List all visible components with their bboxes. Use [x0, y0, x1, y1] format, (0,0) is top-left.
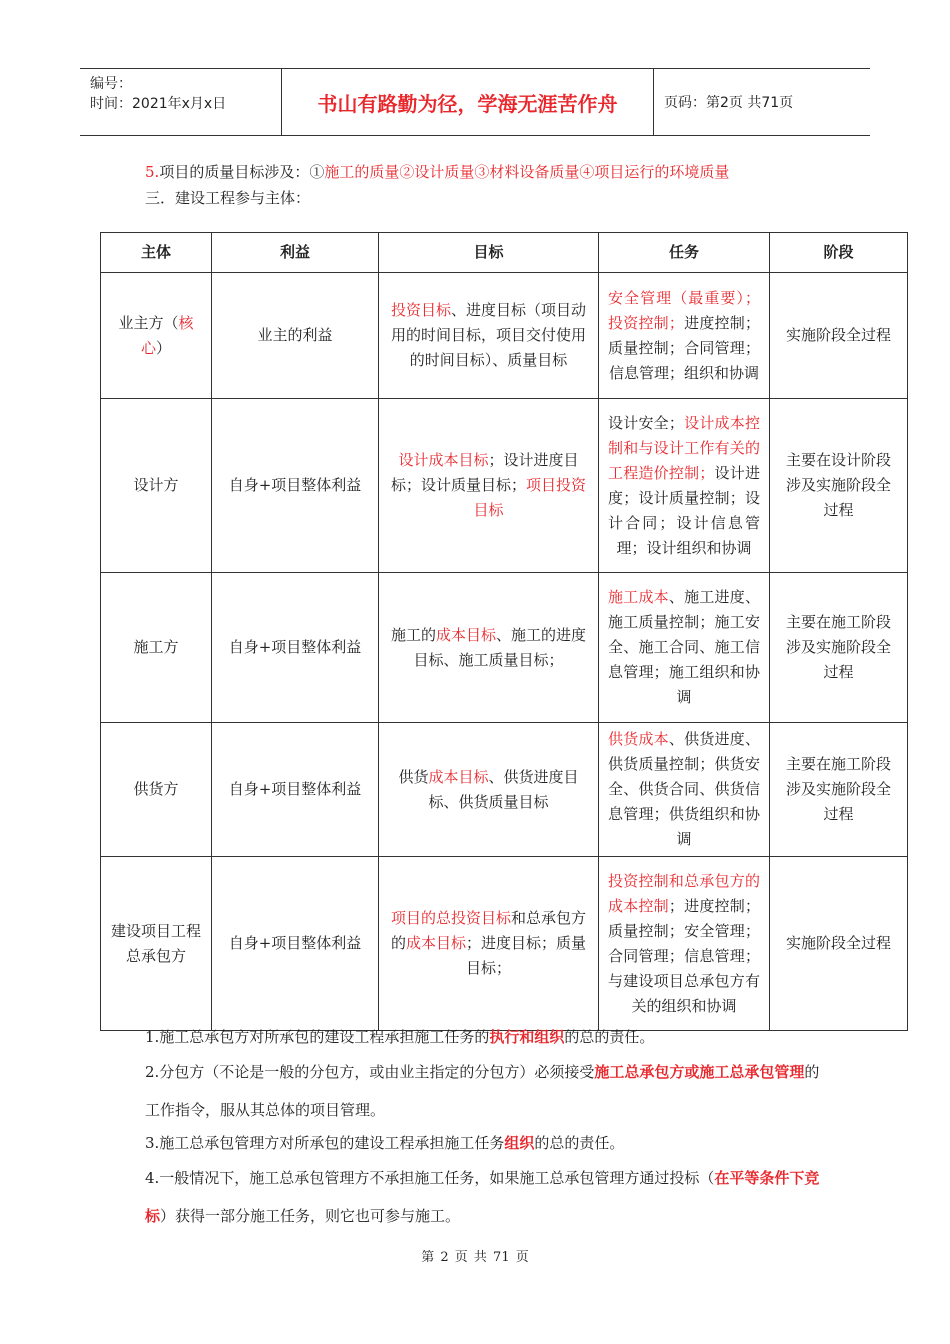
cell-subject: 施工方: [101, 573, 212, 723]
cell-subject: 建设项目工程总承包方: [101, 857, 212, 1031]
table-row: [101, 857, 908, 1031]
cell-goal: 供货成本目标、供货进度目标、供货质量目标: [379, 723, 599, 857]
header-page-info: 页码：第2页 共71页: [664, 95, 794, 111]
time-label: 时间：2021年x月x日: [90, 96, 227, 112]
cell-stage: 主要在施工阶段涉及实施阶段全过程: [770, 723, 908, 857]
note-4: 4.一般情况下，施工总承包管理方不承担施工任务，如果施工总承包管理方通过投标（在平等条件下竞标）获得一部分施工任务，则它也可参与施工。: [145, 1169, 820, 1225]
table-row: [101, 723, 908, 857]
cell-interest: 业主的利益: [212, 273, 379, 399]
cell-interest: 自身+项目整体利益: [212, 399, 379, 573]
header-meta: [80, 69, 282, 135]
col-header-task: 任务: [599, 233, 770, 273]
cell-subject: 业主方（核心）: [101, 273, 212, 399]
quality-goal-line: 5.项目的质量目标涉及：①施工的质量②设计质量③材料设备质量④项目运行的环境质量: [145, 163, 730, 181]
cell-stage: 主要在施工阶段涉及实施阶段全过程: [770, 573, 908, 723]
table-row: [101, 399, 908, 573]
cell-stage: 实施阶段全过程: [770, 857, 908, 1031]
table-row: [101, 573, 908, 723]
table-header-row: [101, 233, 908, 273]
cell-task: 安全管理（最重要）；投资控制；进度控制；质量控制；合同管理；信息管理；组织和协调: [599, 273, 770, 399]
section-heading: 三．建设工程参与主体：: [145, 189, 311, 207]
note-1: 1.施工总承包方对所承包的建设工程承担施工任务的执行和组织的总的责任。: [145, 1028, 655, 1046]
note-3: 3.施工总承包管理方对所承包的建设工程承担施工任务组织的总的责任。: [145, 1134, 625, 1152]
table-row: [101, 273, 908, 399]
cell-interest: 自身+项目整体利益: [212, 723, 379, 857]
cell-task: 设计安全；设计成本控制和与设计工作有关的工程造价控制；设计进度；设计质量控制；设计合同；设计信息管理；设计组织和协调: [599, 399, 770, 573]
col-header-subject: 主体: [101, 233, 212, 273]
header-motto: 书山有路勤为径，学海无涯苦作舟: [282, 69, 654, 135]
page-header: [80, 68, 870, 136]
cell-goal: 设计成本目标；设计进度目标；设计质量目标；项目投资目标: [379, 399, 599, 573]
page-footer: 第 2 页 共 71 页: [421, 1250, 529, 1265]
cell-goal: 施工的成本目标、施工的进度目标、施工质量目标；: [379, 573, 599, 723]
cell-interest: 自身+项目整体利益: [212, 573, 379, 723]
cell-goal: 投资目标、进度目标（项目动用的时间目标，项目交付使用的时间目标）、质量目标: [379, 273, 599, 399]
cell-interest: 自身+项目整体利益: [212, 857, 379, 1031]
col-header-interest: 利益: [212, 233, 379, 273]
cell-task: 供货成本、供货进度、供货质量控制；供货安全、供货合同、供货信息管理；供货组织和协调: [599, 723, 770, 857]
cell-stage: 实施阶段全过程: [770, 273, 908, 399]
code-label: 编号：: [90, 76, 132, 92]
cell-task: 施工成本、施工进度、施工质量控制；施工安全、施工合同、施工信息管理；施工组织和协调: [599, 573, 770, 723]
col-header-stage: 阶段: [770, 233, 908, 273]
cell-subject: 供货方: [101, 723, 212, 857]
cell-subject: 设计方: [101, 399, 212, 573]
cell-goal: 项目的总投资目标和总承包方的成本目标；进度目标；质量目标；: [379, 857, 599, 1031]
col-header-goal: 目标: [379, 233, 599, 273]
participants-table: [100, 232, 908, 1031]
note-2: 2.分包方（不论是一般的分包方，或由业主指定的分包方）必须接受施工总承包方或施工总承包管理的工作指令，服从其总体的项目管理。: [145, 1063, 820, 1119]
cell-task: 投资控制和总承包方的成本控制；进度控制；质量控制；安全管理；合同管理；信息管理；与建设项目总承包方有关的组织和协调: [599, 857, 770, 1031]
cell-stage: 主要在设计阶段涉及实施阶段全过程: [770, 399, 908, 573]
